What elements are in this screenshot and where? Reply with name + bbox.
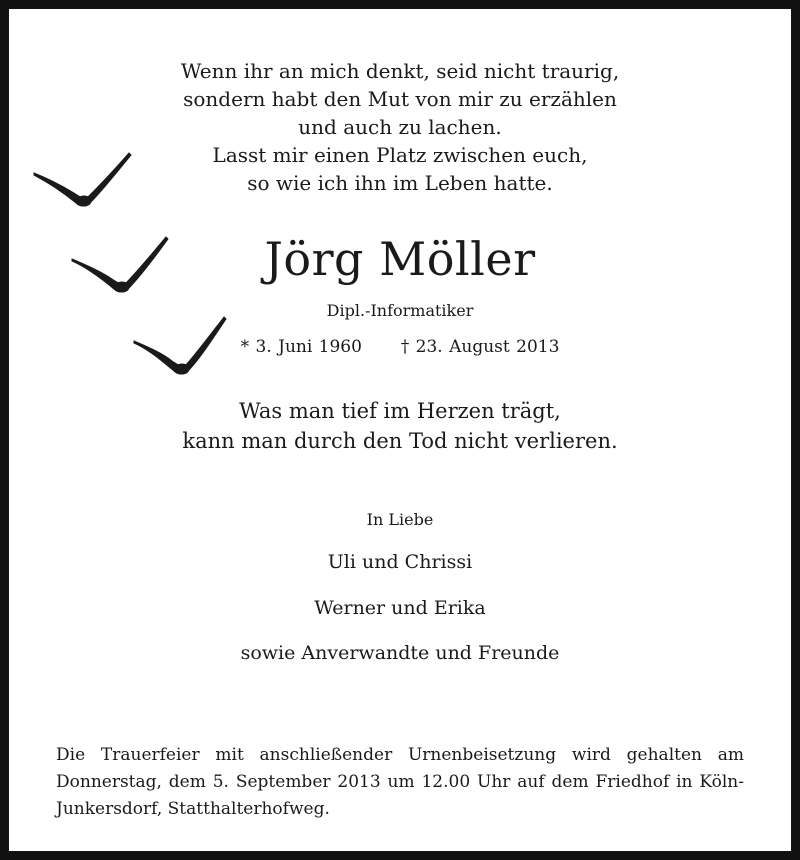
poem-line: so wie ich ihn im Leben hatte. [247, 171, 553, 195]
mourner-name: Werner und Erika [314, 597, 486, 619]
quote [9, 396, 791, 456]
death-date: 23. August 2013 [415, 337, 560, 357]
deceased-name: Jörg Möller [264, 232, 536, 286]
deceased-title: Dipl.-Informatiker [326, 301, 474, 320]
life-dates [9, 335, 791, 359]
poem-line: und auch zu lachen. [298, 115, 502, 139]
quote-line: kann man durch den Tod nicht verlieren. [182, 429, 618, 453]
poem-line: Lasst mir einen Platz zwischen euch, [212, 143, 588, 167]
poem-line: sondern habt den Mut von mir zu erzählen [183, 87, 617, 111]
poem [9, 57, 791, 197]
mourner-name: Uli und Chrissi [327, 551, 473, 573]
birth-date: 3. Juni 1960 [255, 337, 362, 357]
quote-line: Was man tief im Herzen trägt, [239, 399, 561, 423]
funeral-info: Die Trauerfeier mit anschließender Urnenbeisetzung wird gehalten am Donnerstag, dem 5. September 2013 um 12.00 Uhr auf dem Friedhof in Köln-Junkersdorf, Statthalterhofweg. [56, 745, 744, 819]
poem-line: Wenn ihr an mich denkt, seid nicht traurig, [180, 59, 620, 83]
mourner-name: sowie Anverwandte und Freunde [240, 642, 560, 664]
birth-symbol: * [240, 337, 250, 357]
mourners-intro: In Liebe [366, 510, 434, 529]
death-symbol: † [400, 337, 410, 357]
